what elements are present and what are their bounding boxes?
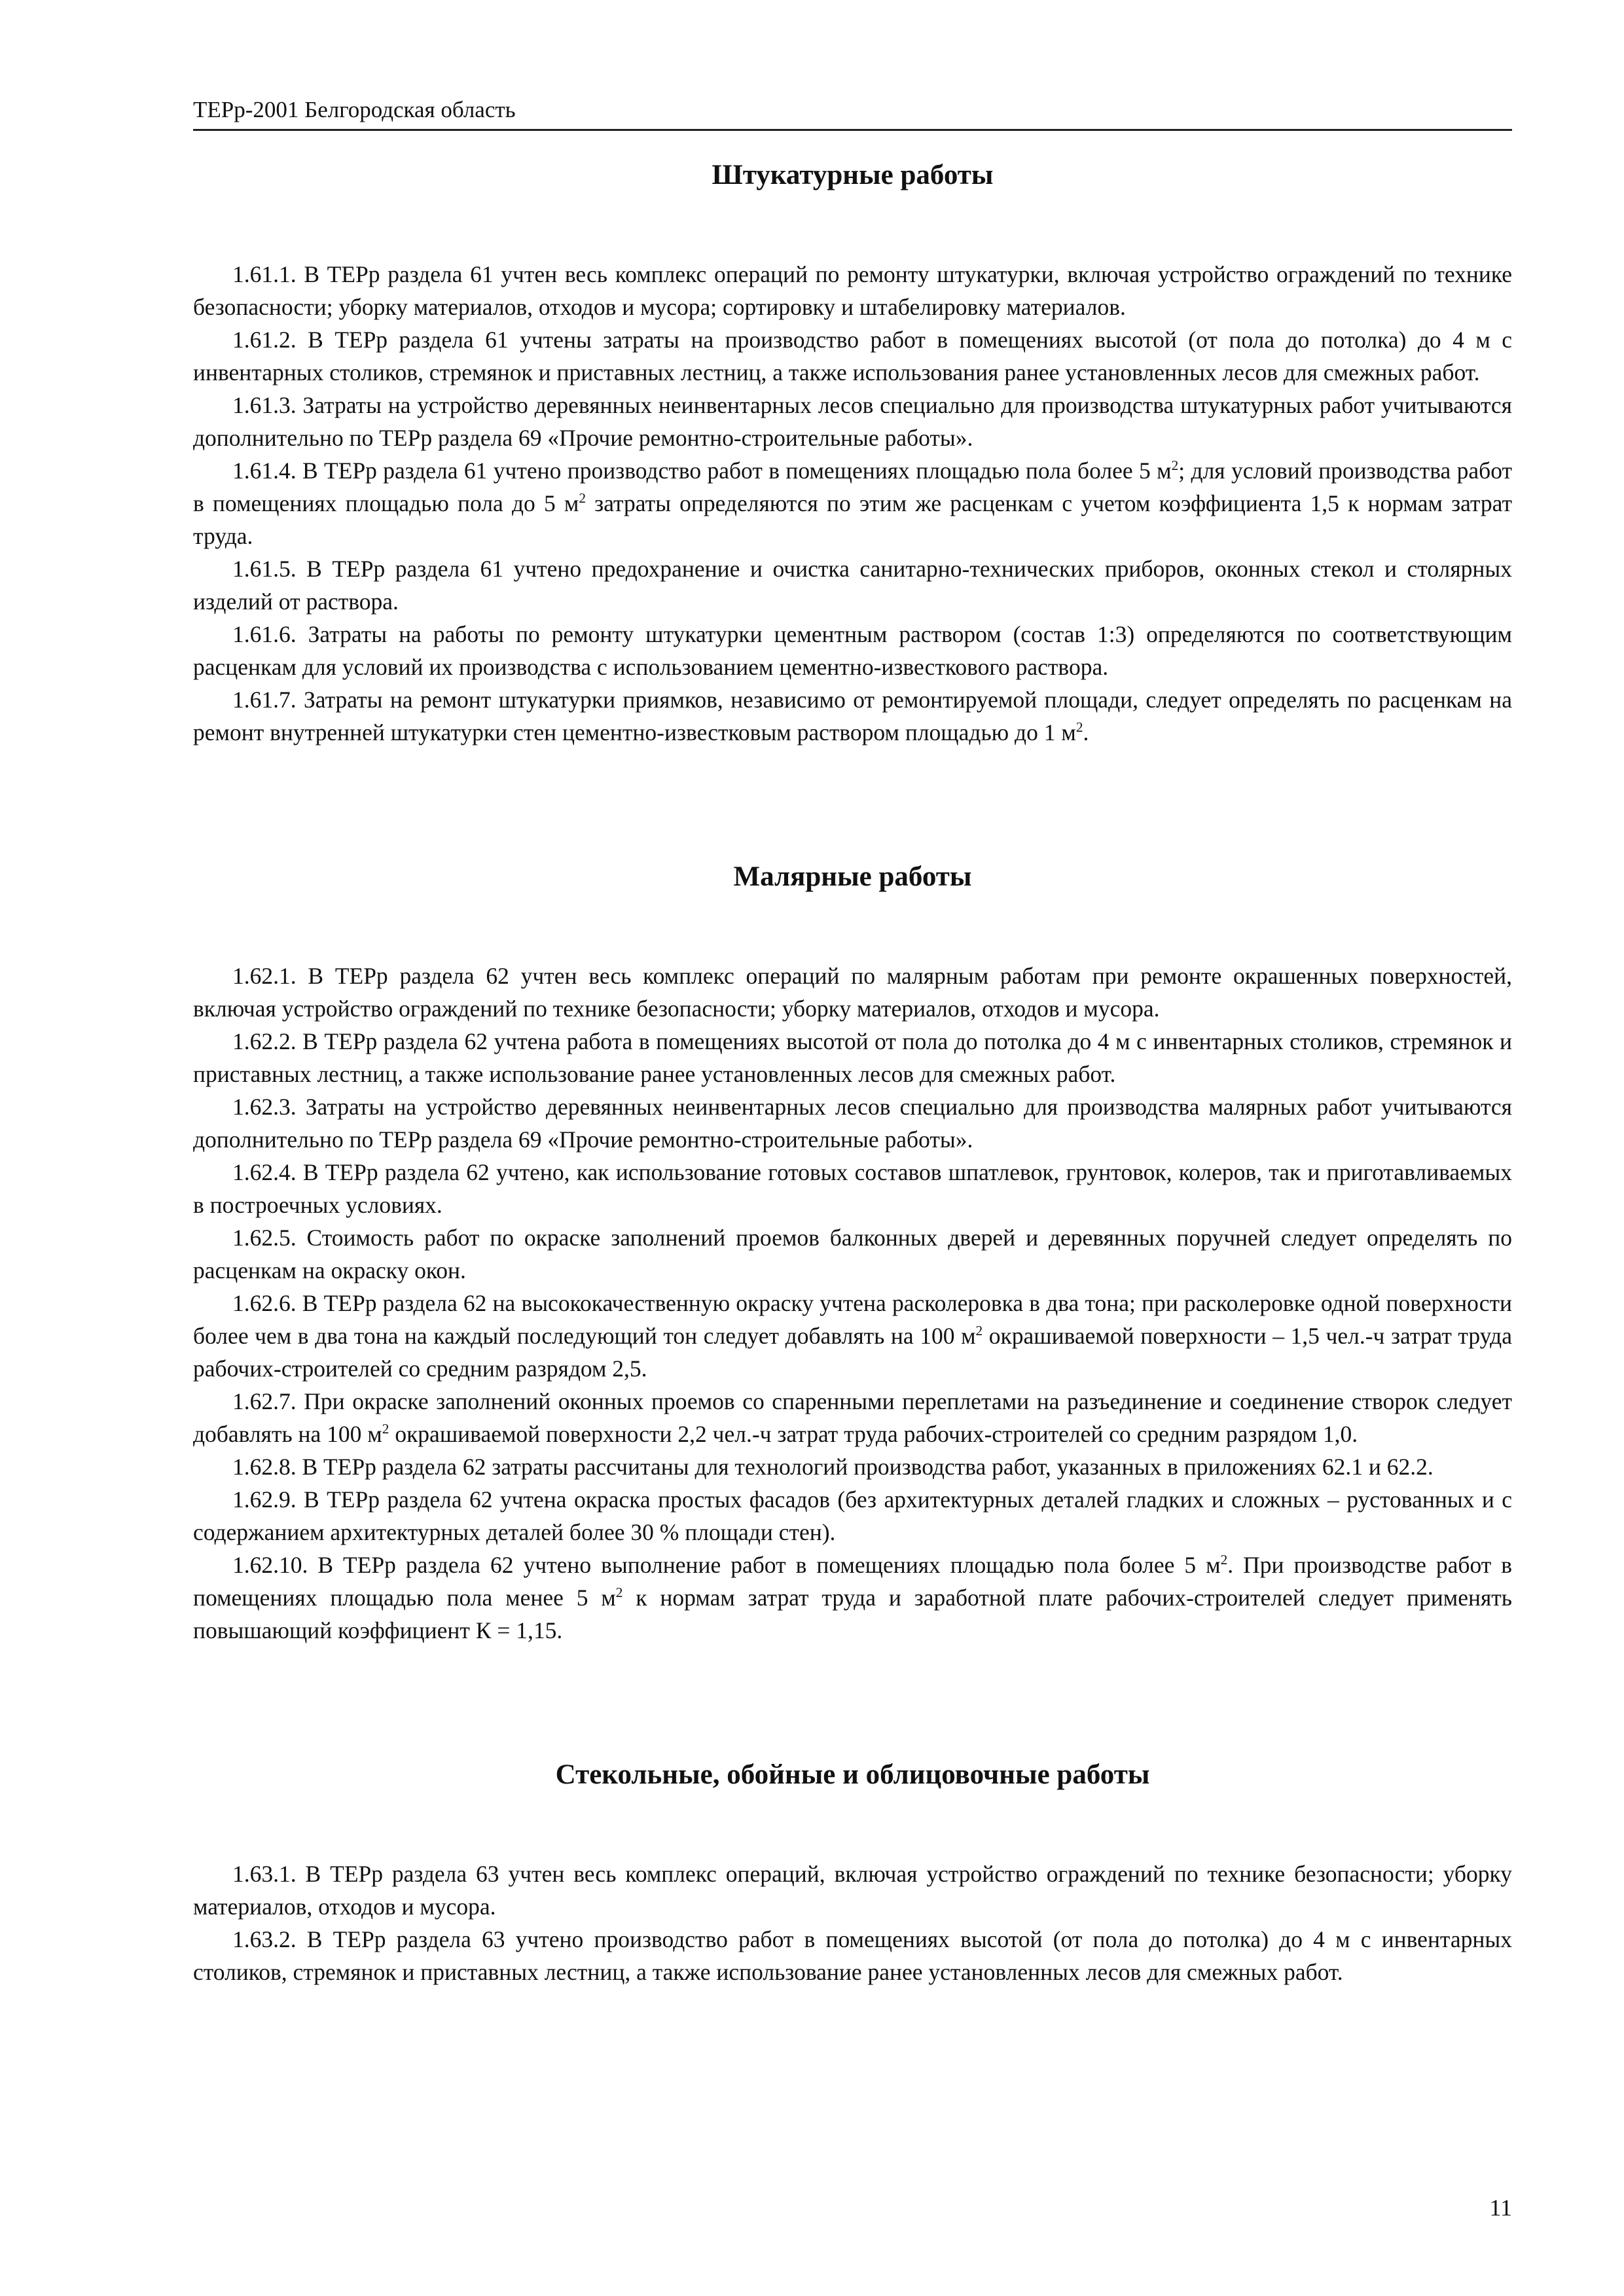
section-title-plaster-works: Штукатурные работы [712, 160, 994, 190]
page-number: 11 [1489, 2195, 1512, 2221]
paragraph [193, 552, 1512, 618]
paragraph [193, 1156, 1512, 1221]
paragraph-text: затраты определяются по этим же расценкам с учетом коэффициента 1,5 к нормам затрат труда. [193, 490, 1512, 549]
paragraph [193, 1025, 1512, 1090]
spacer [193, 895, 1512, 960]
paragraph [193, 389, 1512, 454]
paragraph [193, 1385, 1512, 1450]
spacer [193, 1647, 1512, 1757]
paragraph-text: 1.61.3. Затраты на устройство деревянных неинвентарных лесов специально для производства штукатурных работ учитываются дополнительно по ТЕРр раздела 69 «Прочие ремонтно-строительные работы». [193, 392, 1512, 451]
paragraph-text: 1.62.7. При окраске заполнений оконных проемов со спаренными переплетами на разъединение и соединение створок следует добавлять на 100 м [193, 1388, 1512, 1447]
paragraph-text: 1.62.9. В ТЕРр раздела 62 учтена окраска простых фасадов (без архитектурных деталей гладких и сложных – рустованных и с содержанием архитектурных деталей более 30 % площади стен). [193, 1486, 1512, 1545]
section-title-painting-works: Малярные работы [733, 861, 972, 892]
superscript: 2 [1075, 719, 1083, 736]
paragraph-text: 1.61.1. В ТЕРр раздела 61 учтен весь комплекс операций по ремонту штукатурки, включая устройство ограждений по технике безопасности; уборку материалов, отходов и мусора; сортировку и штабелировку материалов. [193, 261, 1512, 320]
section-paragraphs-glazing [193, 1857, 1512, 1988]
paragraph-text: 1.62.2. В ТЕРр раздела 62 учтена работа в помещениях высотой от пола до потолка до 4 м с инвентарных столиков, стремянок и приставных лестниц, а также использование ранее установленных лесов для смежных работ. [193, 1028, 1512, 1087]
paragraph [193, 1483, 1512, 1549]
superscript: 2 [615, 1585, 623, 1601]
paragraph-text: 1.62.8. В ТЕРр раздела 62 затраты рассчитаны для технологий производства работ, указанных в приложениях 62.1 и 62.2. [232, 1454, 1434, 1480]
paragraph-text: окрашиваемой поверхности – 1,5 чел.-ч затрат труда рабочих-строителей со средним разрядом 2,5. [193, 1323, 1512, 1382]
paragraph-text: 1.62.3. Затраты на устройство деревянных неинвентарных лесов специально для производства малярных работ учитываются дополнительно по ТЕРр раздела 69 «Прочие ремонтно-строительные работы». [193, 1094, 1512, 1153]
superscript: 2 [1220, 1552, 1228, 1568]
spacer [193, 1793, 1512, 1857]
superscript: 2 [975, 1323, 983, 1339]
paragraph [193, 618, 1512, 683]
paragraph [193, 1287, 1512, 1385]
paragraph [193, 1549, 1512, 1647]
paragraph [193, 258, 1512, 323]
paragraph [193, 323, 1512, 389]
paragraph [193, 960, 1512, 1025]
paragraph-text: . При производстве работ в помещениях площадью пола менее 5 м [193, 1552, 1513, 1611]
running-header: ТЕРр-2001 Белгородская область [193, 97, 1512, 131]
paragraph-text: к нормам затрат труда и заработной плате рабочих-строителей следует применять повышающий коэффициент К = 1,15. [193, 1585, 1512, 1643]
superscript: 2 [579, 490, 586, 507]
section-paragraphs-painting [193, 960, 1512, 1647]
paragraph [193, 683, 1512, 749]
paragraph-text: 1.61.2. В ТЕРр раздела 61 учтены затраты на производство работ в помещениях высотой (от пола до потолка) до 4 м с инвентарных столиков, стремянок и приставных лестниц, а также использования ранее установленных лесов для смежных работ. [193, 327, 1512, 386]
paragraph-text: 1.62.6. В ТЕРр раздела 62 на высококачественную окраску учтена расколеровка в два тона; при расколеровке одной поверхности более чем в два тона на каждый последующий тон следует добавлять на 100 м [193, 1290, 1512, 1349]
paragraph-text: окрашиваемой поверхности 2,2 чел.-ч затрат труда рабочих-строителей со средним разрядом 1,0. [389, 1421, 1358, 1447]
paragraph-text: 1.62.4. В ТЕРр раздела 62 учтено, как использование готовых составов шпатлевок, грунтовок, колеров, так и приготавливаемых в построечных условиях. [193, 1159, 1512, 1218]
superscript: 2 [1171, 457, 1179, 474]
paragraph-text: . [1083, 719, 1089, 745]
paragraph-text: ; для условий производства работ в помещениях площадью пола до 5 м [193, 457, 1512, 516]
paragraph-text: 1.61.4. В ТЕРр раздела 61 учтено производство работ в помещениях площадью пола более 5 м [232, 457, 1172, 484]
paragraph-text: 1.61.5. В ТЕРр раздела 61 учтено предохранение и очистка санитарно-технических приборов, оконных стекол и столярных изделий от раствора. [193, 556, 1512, 615]
paragraph [193, 1221, 1512, 1287]
paragraph [193, 454, 1512, 552]
paragraph [193, 1857, 1512, 1923]
paragraph-text: 1.62.10. В ТЕРр раздела 62 учтено выполнение работ в помещениях площадью пола более 5 м [232, 1552, 1221, 1578]
paragraph [193, 1090, 1512, 1156]
superscript: 2 [382, 1421, 389, 1437]
paragraph-text: 1.62.5. Стоимость работ по окраске заполнений проемов балконных дверей и деревянных поручней следует определять по расценкам на окраску окон. [193, 1225, 1512, 1283]
paragraph [193, 1923, 1512, 1988]
paragraph-text: 1.63.2. В ТЕРр раздела 63 учтено производство работ в помещениях высотой (от пола до потолка) до 4 м с инвентарных столиков, стремянок и приставных лестниц, а также использование ранее установленных лесов для смежных работ. [193, 1926, 1512, 1985]
paragraph [193, 1450, 1512, 1483]
spacer [193, 749, 1512, 859]
section-title-glazing-wallpaper-facing-works: Стекольные, обойные и облицовочные работы [555, 1759, 1150, 1790]
paragraph-text: 1.61.6. Затраты на работы по ремонту штукатурки цементным раствором (состав 1:3) определяются по соответствующим расценкам для условий их производства с использованием цементно-известкового раствора. [193, 621, 1512, 680]
paragraph-text: 1.63.1. В ТЕРр раздела 63 учтен весь комплекс операций, включая устройство ограждений по технике безопасности; уборку материалов, отходов и мусора. [193, 1861, 1512, 1920]
page-content [193, 157, 1512, 1988]
paragraph-text: 1.61.7. Затраты на ремонт штукатурки приямков, независимо от ремонтируемой площади, следует определять по расценкам на ремонт внутренней штукатурки стен цементно-известковым раствором площадью до 1 м [193, 687, 1512, 745]
spacer [193, 194, 1512, 258]
section-paragraphs-plaster [193, 258, 1512, 749]
paragraph-text: 1.62.1. В ТЕРр раздела 62 учтен весь комплекс операций по малярным работам при ремонте окрашенных поверхностей, включая устройство ограждений по технике безопасности; уборку материалов, отходов и мусора. [193, 963, 1512, 1022]
